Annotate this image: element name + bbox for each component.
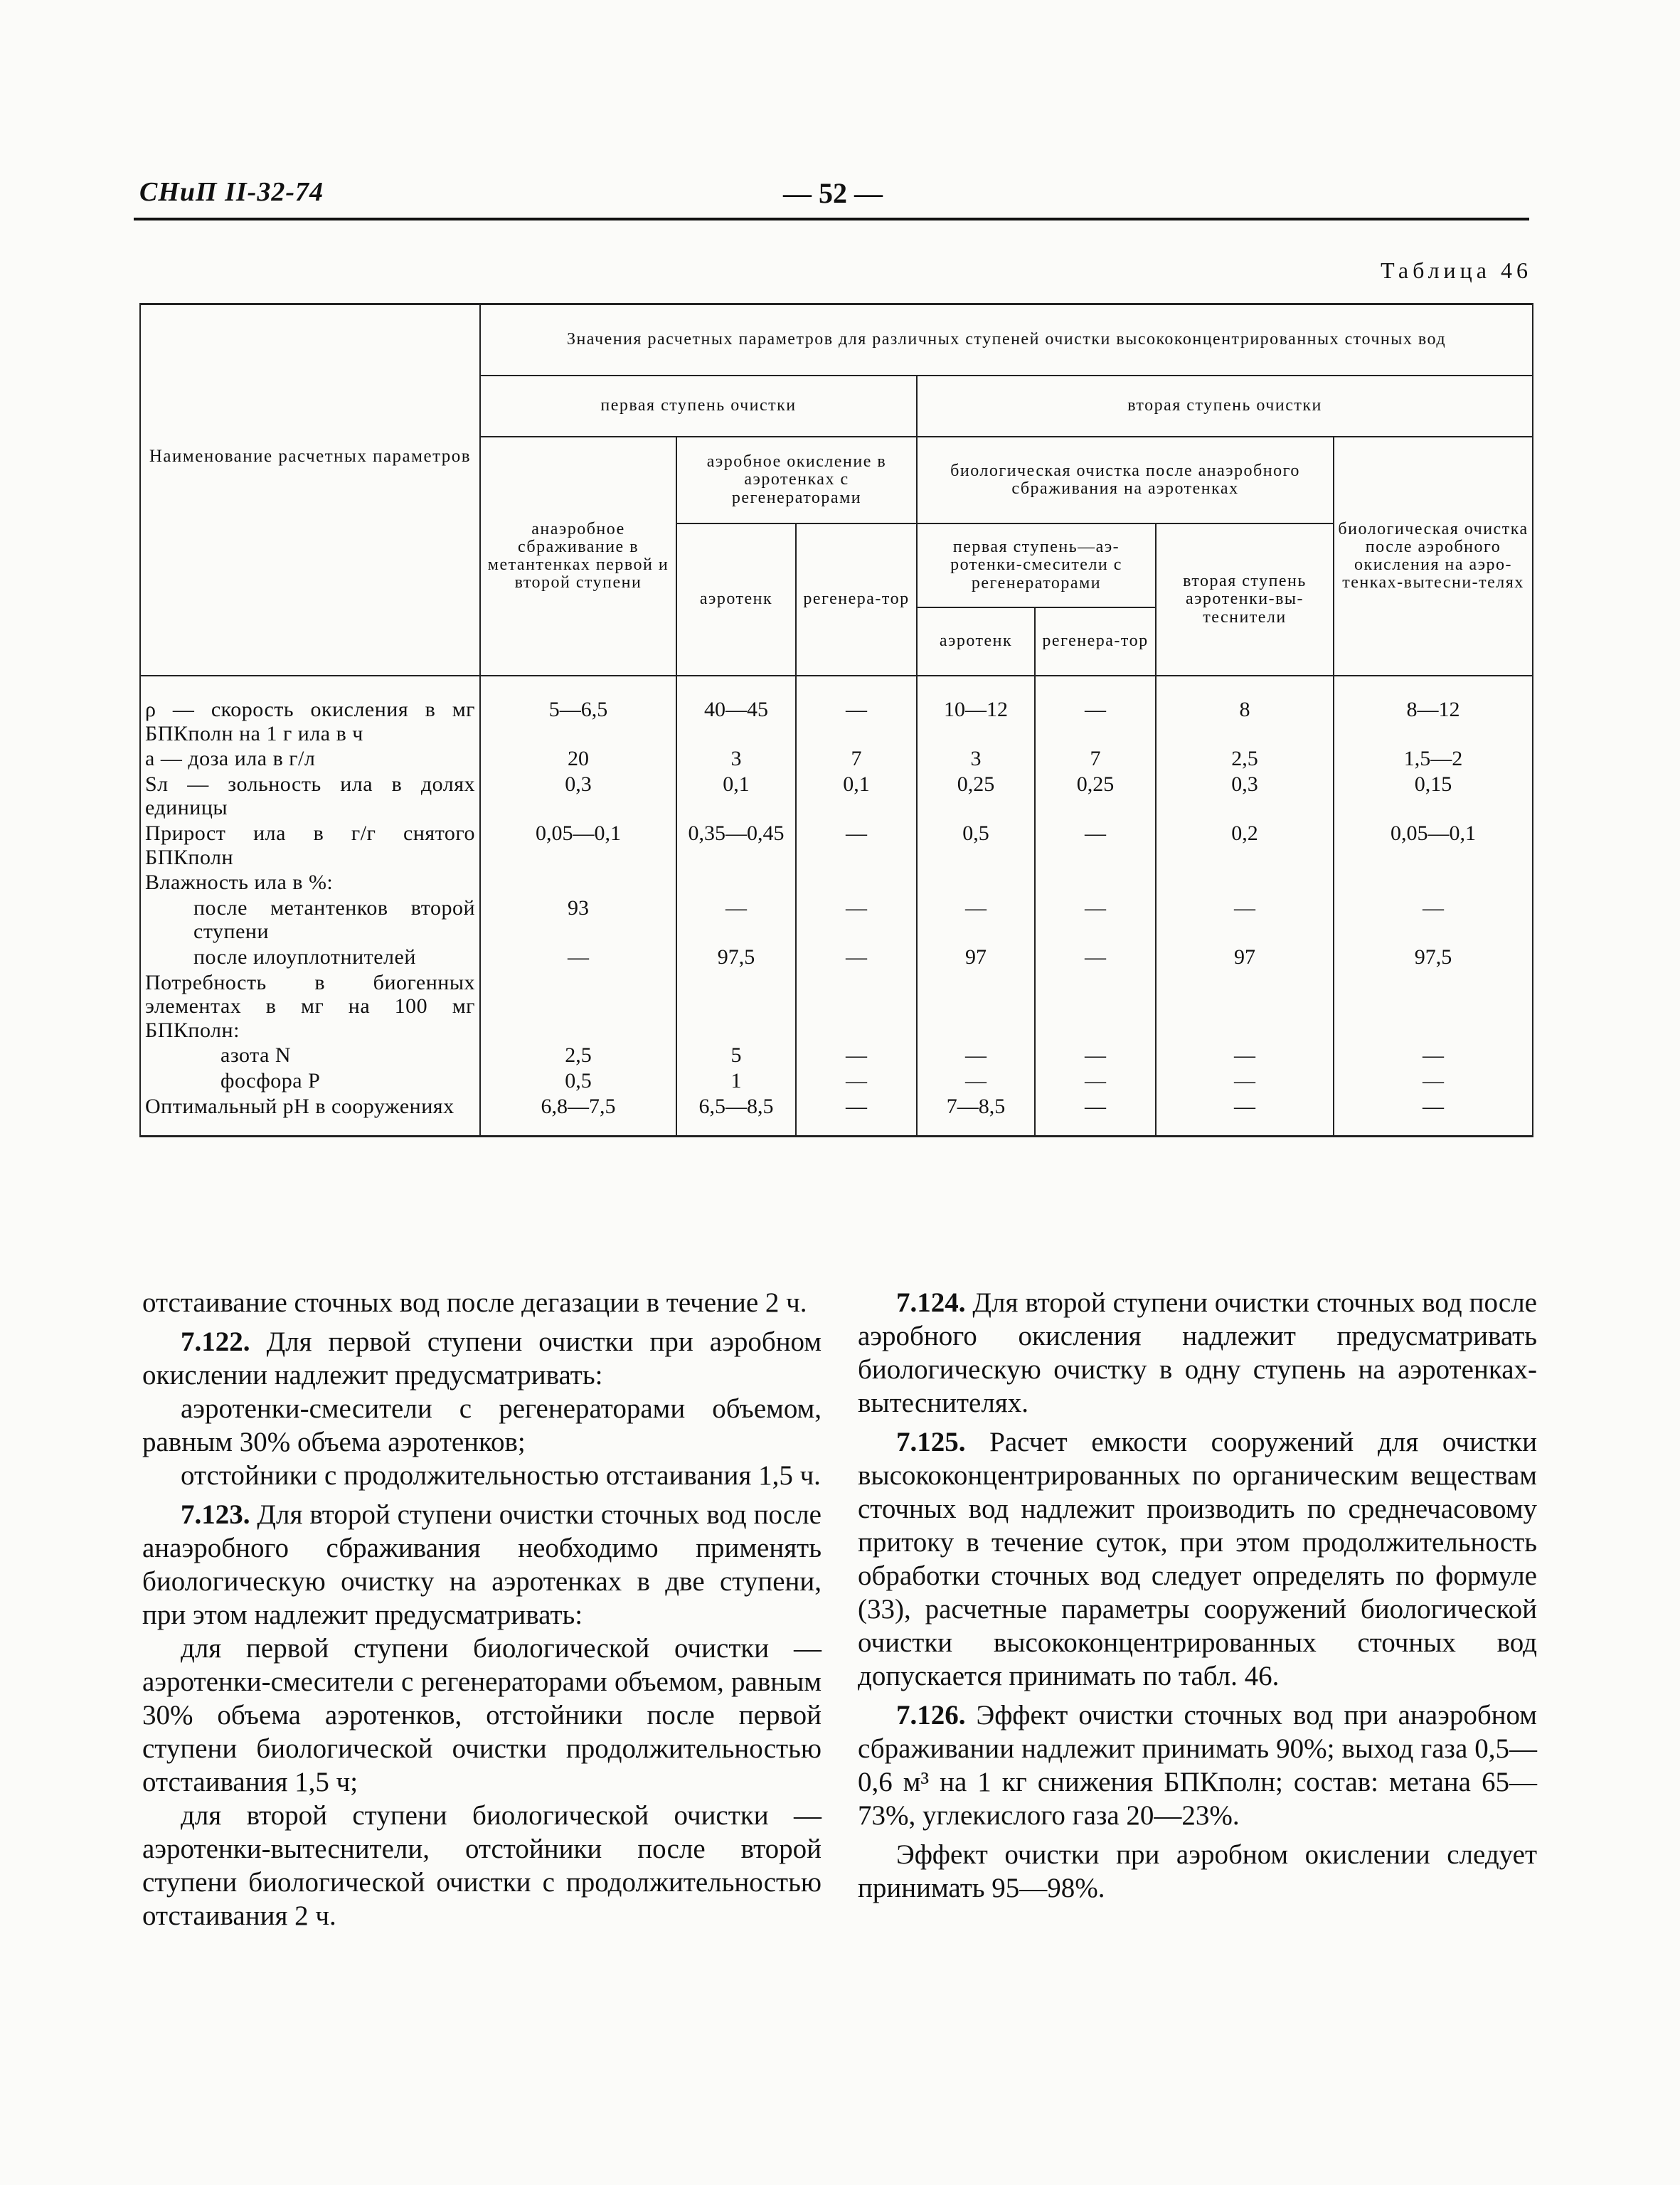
cell: 7	[1035, 746, 1156, 772]
header-group-title: Значения расчетных параметров для различных ступеней очистки высококонцентрированных сточных вод	[480, 304, 1533, 376]
cell	[1035, 970, 1156, 1043]
cell: 2,5	[1156, 746, 1334, 772]
row-name: после метантенков второй ступени	[140, 895, 480, 945]
cell	[480, 970, 676, 1043]
cell	[1156, 870, 1334, 895]
paragraph-text: Эффект очистки сточных вод при анаэробном сбраживании надлежит принимать 90%; выход газа 0,5—0,6 м³ на 1 кг снижения БПКполн; состав: метана 65—73%, углекислого газа 20—23%.	[858, 1700, 1537, 1831]
cell: 0,05—0,1	[1334, 821, 1533, 870]
paragraph: Эффект очистки при аэробном окислении следует принимать 95—98%.	[858, 1839, 1537, 1903]
paragraph-7-126	[858, 1698, 1537, 1832]
cell: —	[1156, 1043, 1334, 1068]
cell: 6,8—7,5	[480, 1094, 676, 1137]
table-row	[140, 1043, 1533, 1068]
paragraph-text: Для первой ступени очистки при аэробном окислении надлежит предусматривать:	[142, 1327, 822, 1391]
table-row	[140, 970, 1533, 1043]
cell	[796, 870, 917, 895]
paragraph-text: Расчет емкости сооружений для очистки высококонцентрированных по органическим веществам сточных вод надлежит производить по среднечасовому притоку в течение суток, при этом продолжительность обработки сточных вод следует определять по формуле (33), расчетные параметры сооружений биологической очистки высококонцентрированных сточных вод допускается принимать по табл. 46.	[858, 1427, 1538, 1691]
row-name: Sл — зольность ила в долях единицы	[140, 772, 480, 821]
paragraph-7-124	[858, 1286, 1537, 1420]
cell: —	[917, 1068, 1035, 1094]
table-row	[140, 1094, 1533, 1137]
cell: 1,5—2	[1334, 746, 1533, 772]
cell: 0,1	[796, 772, 917, 821]
cell: 97,5	[676, 945, 796, 970]
cell: —	[796, 821, 917, 870]
left-text-column	[142, 1286, 822, 1933]
cell: 97	[1156, 945, 1334, 970]
cell: 5—6,5	[480, 676, 676, 746]
cell: 0,25	[917, 772, 1035, 821]
cell: 5	[676, 1043, 796, 1068]
cell: 0,35—0,45	[676, 821, 796, 870]
cell: 7—8,5	[917, 1094, 1035, 1137]
clause-number: 7.123.	[181, 1499, 250, 1530]
cell	[676, 870, 796, 895]
cell	[917, 970, 1035, 1043]
cell: —	[676, 895, 796, 945]
cell: —	[796, 1068, 917, 1094]
cell: 6,5—8,5	[676, 1094, 796, 1137]
page-number: — 52 —	[783, 177, 883, 209]
paragraph: аэротенки-смесители с регенераторами объемом, равным 30% объема аэротенков;	[142, 1393, 822, 1457]
header-anaerobic: анаэробное сбраживание в метантенках первой и второй ступени	[480, 437, 676, 676]
clause-number: 7.122.	[181, 1327, 250, 1357]
cell: 20	[480, 746, 676, 772]
cell: 93	[480, 895, 676, 945]
table-row	[140, 821, 1533, 870]
page-header	[139, 176, 1526, 209]
cell: —	[917, 895, 1035, 945]
cell: —	[1035, 1068, 1156, 1094]
paragraph: отстойники с продолжительностью отстаивания 1,5 ч.	[181, 1460, 821, 1491]
header-aerotank: аэротенк	[676, 523, 796, 676]
cell: —	[1156, 1094, 1334, 1137]
cell: 1	[676, 1068, 796, 1094]
cell: —	[480, 945, 676, 970]
header-bio-after-anaerobic: биологическая очистка после анаэробного сбраживания на аэротенках	[917, 437, 1334, 523]
cell: 10—12	[917, 676, 1035, 746]
header-regenerator-2: регенера-тор	[1035, 607, 1156, 676]
cell: 8	[1156, 676, 1334, 746]
table-row	[140, 772, 1533, 821]
paragraph-text: Для второй ступени очистки сточных вод после анаэробного сбраживания необходимо применять биологическую очистку на аэротенках в две ступени, при этом надлежит предусматривать:	[142, 1499, 822, 1630]
row-name: Прирост ила в г/г снятого БПКполн	[140, 821, 480, 870]
header-rule	[134, 218, 1529, 220]
row-name: Влажность ила в %:	[140, 870, 480, 895]
right-text-column	[858, 1286, 1537, 1905]
table-row	[140, 746, 1533, 772]
cell: 8—12	[1334, 676, 1533, 746]
paragraph: для второй ступени биологической очистки — аэротенки-вытеснители, отстойники после второй ступени биологической очистки с продолжительностью отстаивания 2 ч.	[142, 1800, 822, 1931]
cell	[1035, 870, 1156, 895]
cell: —	[796, 895, 917, 945]
cell: —	[1334, 1094, 1533, 1137]
cell: 0,3	[480, 772, 676, 821]
cell: —	[796, 676, 917, 746]
cell: 97,5	[1334, 945, 1533, 970]
cell: 97	[917, 945, 1035, 970]
row-name: после илоуплотнителей	[140, 945, 480, 970]
cell: 3	[676, 746, 796, 772]
cell: 3	[917, 746, 1035, 772]
header-parameter-name: Наименование расчетных параметров	[140, 304, 480, 676]
header-second-stage-displacers: вторая ступень аэротенки-вы-теснители	[1156, 523, 1334, 676]
header-bio-after-aerobic: биологическая очистка после аэробного окисления на аэро-тенках-вытесни-телях	[1334, 437, 1533, 676]
cell: 0,25	[1035, 772, 1156, 821]
cell: 0,15	[1334, 772, 1533, 821]
paragraph: для первой ступени биологической очистки — аэротенки-смесители с регенераторами объемом, равным 30% объема аэротенков, отстойники после первой ступени биологической очистки продолжительностью отстаивания 1,5 ч;	[142, 1633, 822, 1797]
table-row	[140, 676, 1533, 746]
cell: 0,1	[676, 772, 796, 821]
row-name: ρ — скорость окисления в мг БПКполн на 1 г ила в ч	[140, 676, 480, 746]
cell: —	[1334, 1043, 1533, 1068]
row-name: Оптимальный pH в сооружениях	[140, 1094, 480, 1137]
parameters-table	[139, 303, 1533, 1137]
cell: 0,5	[917, 821, 1035, 870]
cell: —	[1035, 676, 1156, 746]
paragraph-7-125	[858, 1425, 1537, 1693]
header-aerotank-2: аэротенк	[917, 607, 1035, 676]
cell: 0,3	[1156, 772, 1334, 821]
row-name: фосфора P	[140, 1068, 480, 1094]
cell: —	[1035, 945, 1156, 970]
header-regenerator: регенера-тор	[796, 523, 917, 676]
cell	[796, 970, 917, 1043]
clause-number: 7.125.	[896, 1427, 966, 1457]
clause-number: 7.124.	[896, 1287, 966, 1318]
cell: —	[796, 1043, 917, 1068]
cell: —	[796, 945, 917, 970]
header-first-stage-mixers: первая ступень—аэ-ротенки-смесители с регенераторами	[917, 523, 1156, 607]
paragraph-text: Для второй ступени очистки сточных вод после аэробного окисления надлежит предусматривать биологическую очистку в одну ступень на аэротенках-вытеснителях.	[858, 1287, 1537, 1418]
cell: —	[1334, 895, 1533, 945]
cell: —	[1334, 1068, 1533, 1094]
cell: 7	[796, 746, 917, 772]
cell: 0,2	[1156, 821, 1334, 870]
paragraph-7-123	[142, 1498, 822, 1632]
cell: —	[1035, 1094, 1156, 1137]
table-row	[140, 1068, 1533, 1094]
header-aerobic-oxidation: аэробное окисление в аэротенках с регенераторами	[676, 437, 917, 523]
cell	[1334, 870, 1533, 895]
row-name: Потребность в биогенных элементах в мг на 100 мг БПКполн:	[140, 970, 480, 1043]
cell	[676, 970, 796, 1043]
clause-number: 7.126.	[896, 1700, 966, 1731]
paragraph: отстаивание сточных вод после дегазации в течение 2 ч.	[142, 1287, 807, 1318]
cell	[1334, 970, 1533, 1043]
cell: —	[1156, 895, 1334, 945]
table-row	[140, 945, 1533, 970]
cell: —	[1035, 1043, 1156, 1068]
paragraph-7-122	[142, 1325, 822, 1392]
header-stage-1: первая ступень очистки	[480, 376, 917, 437]
cell: —	[917, 1043, 1035, 1068]
table-row	[140, 895, 1533, 945]
cell: 0,05—0,1	[480, 821, 676, 870]
header-stage-2: вторая ступень очистки	[917, 376, 1533, 437]
document-code: СНиП II-32-74	[139, 177, 324, 207]
cell: 0,5	[480, 1068, 676, 1094]
cell	[917, 870, 1035, 895]
cell: 2,5	[480, 1043, 676, 1068]
table-row	[140, 870, 1533, 895]
cell	[480, 870, 676, 895]
cell: —	[1035, 895, 1156, 945]
row-name: азота N	[140, 1043, 480, 1068]
cell: —	[796, 1094, 917, 1137]
table-caption: Таблица 46	[1381, 257, 1532, 283]
cell	[1156, 970, 1334, 1043]
cell: 40—45	[676, 676, 796, 746]
cell: —	[1156, 1068, 1334, 1094]
cell: —	[1035, 821, 1156, 870]
row-name: a — доза ила в г/л	[140, 746, 480, 772]
